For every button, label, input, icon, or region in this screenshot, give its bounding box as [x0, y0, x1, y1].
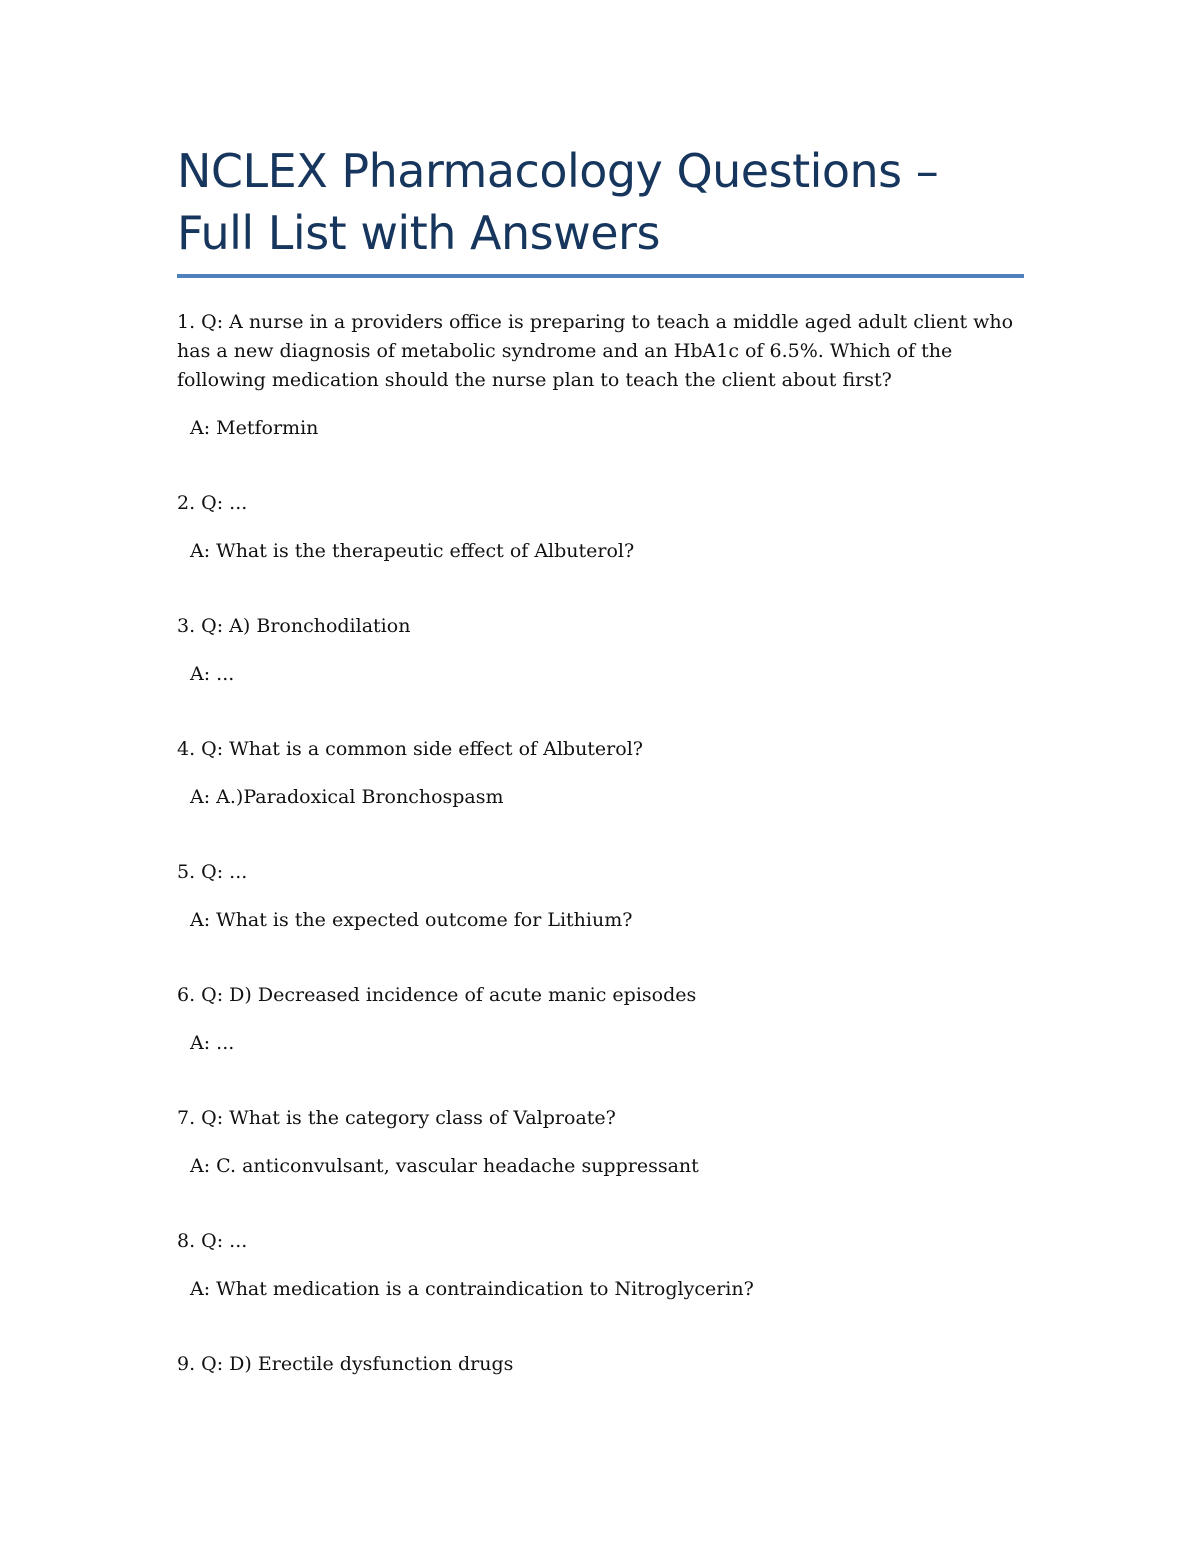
answer-text: A: C. anticonvulsant, vascular headache suppressant — [190, 1155, 699, 1177]
title-underline — [177, 274, 1024, 278]
qa-item-8 — [177, 1227, 1024, 1304]
answer-text: A: What medication is a contraindication to Nitroglycerin? — [190, 1278, 754, 1300]
document-title: NCLEX Pharmacology Questions – Full List with Answers — [177, 144, 939, 260]
answer-text: A: What is the therapeutic effect of Albuterol? — [190, 540, 635, 562]
question-text: 2. Q: ... — [177, 492, 248, 514]
qa-item-1 — [177, 308, 1024, 443]
question-text: 9. Q: D) Erectile dysfunction drugs — [177, 1353, 514, 1375]
question-text: 6. Q: D) Decreased incidence of acute manic episodes — [177, 984, 697, 1006]
answer-text: A: ... — [190, 663, 235, 685]
answer-text: A: Metformin — [190, 417, 319, 439]
qa-item-3 — [177, 612, 1024, 689]
answer-text: A: ... — [190, 1032, 235, 1054]
question-text: 7. Q: What is the category class of Valproate? — [177, 1107, 616, 1129]
qa-item-5 — [177, 858, 1024, 935]
question-text: 8. Q: ... — [177, 1230, 248, 1252]
question-text: 1. Q: A nurse in a providers office is preparing to teach a middle aged adult client who has a new diagnosis of metabolic syndrome and an HbA1c of 6.5%. Which of the following medication should the nurse plan to teach the client about first? — [177, 311, 1014, 391]
qa-item-9 — [177, 1350, 1024, 1379]
qa-item-7 — [177, 1104, 1024, 1181]
qa-item-6 — [177, 981, 1024, 1058]
question-text: 3. Q: A) Bronchodilation — [177, 615, 411, 637]
question-text: 5. Q: ... — [177, 861, 248, 883]
qa-list — [177, 308, 1024, 1379]
answer-text: A: A.)Paradoxical Bronchospasm — [190, 786, 504, 808]
answer-text: A: What is the expected outcome for Lithium? — [190, 909, 633, 931]
qa-item-4 — [177, 735, 1024, 812]
question-text: 4. Q: What is a common side effect of Albuterol? — [177, 738, 643, 760]
document-page — [177, 140, 1024, 1425]
qa-item-2 — [177, 489, 1024, 566]
